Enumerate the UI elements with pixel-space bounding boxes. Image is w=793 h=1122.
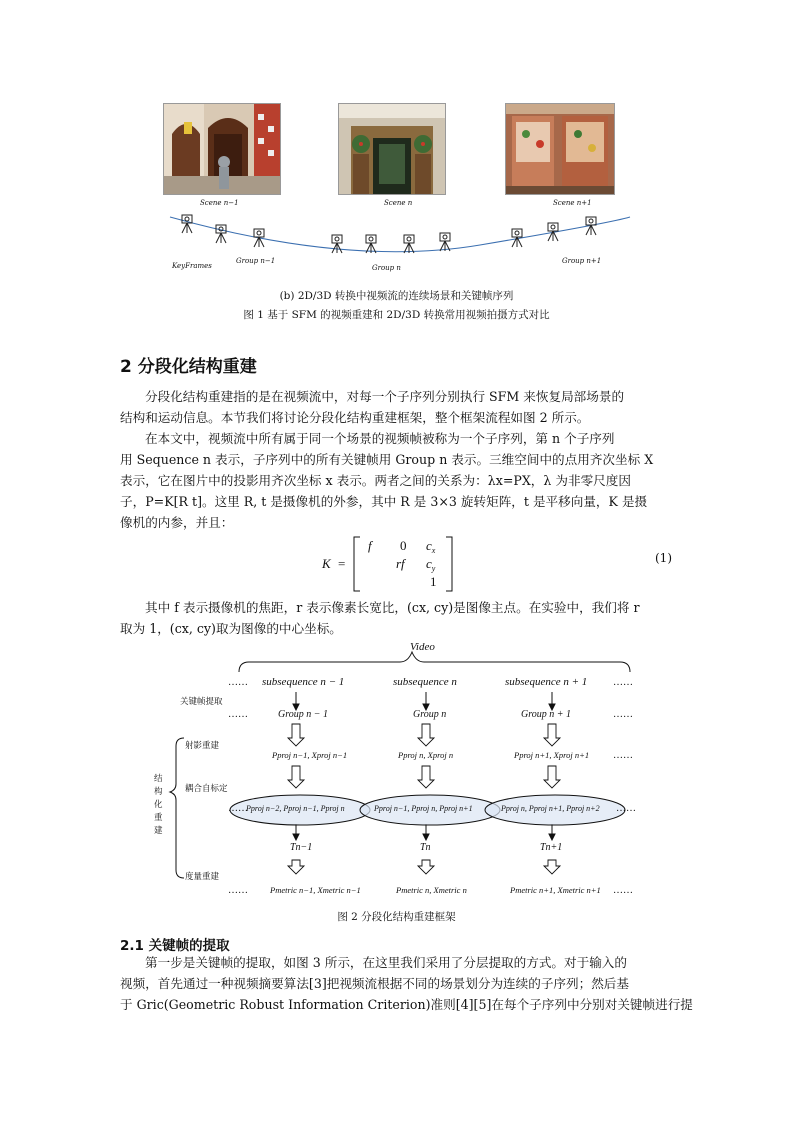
group-label-2: Group n bbox=[413, 709, 447, 720]
bracket-label bbox=[154, 773, 163, 838]
bracket-char: 构 bbox=[154, 787, 163, 797]
ellipsis: …… bbox=[616, 803, 636, 814]
bracket-char: 化 bbox=[154, 800, 163, 810]
text-line: 表示，它在图片中的投影用齐次坐标 x 表示。两者之间的关系为：λx=PX，λ 为非零尺度因 bbox=[120, 473, 631, 488]
section-2-paragraph-2 bbox=[120, 428, 676, 533]
text-line: 于 Gric(Geometric Robust Information Criterion)准则[4][5]在每个子序列中分别对关键帧进行提 bbox=[120, 997, 693, 1012]
bracket-char: 建 bbox=[154, 826, 163, 836]
text-line: 在本文中，视频流中所有属于同一个场景的视频帧被称为一个子序列，第 n 个子序列 bbox=[145, 431, 615, 446]
ellipse-label-1: Pproj n−2, Pproj n−1, Pproj n bbox=[246, 804, 345, 813]
svg-text:cx: $c_x$ bbox=[426, 538, 436, 555]
step-label-metric: 度量重建 bbox=[185, 872, 220, 882]
figure-2-caption: 图 2 分段化结构重建框架 bbox=[337, 911, 456, 923]
metric-label-2: Pmetric n, Xmetric n bbox=[396, 885, 467, 895]
section-2-paragraph-3 bbox=[120, 597, 676, 639]
text-line: 子，P=K[R t]。这里 R, t 是摄像机的外参，其中 R 是 3×3 旋转矩阵，t 是平移向量，K 是摄 bbox=[120, 494, 648, 509]
bracket-char: 重 bbox=[154, 813, 163, 823]
projective-label-1: Pproj n−1, Xproj n−1 bbox=[272, 750, 348, 760]
ellipsis: …… bbox=[228, 803, 248, 814]
group-label-1: Group n−1 bbox=[236, 257, 276, 265]
scene-label-1: Scene n−1 bbox=[200, 199, 239, 207]
keyframes-label: KeyFrames bbox=[172, 262, 212, 270]
text-line: 其中 f 表示摄像机的焦距，r 表示像素长宽比，(cx, cy)是图像主点。在实验中，我们将 r bbox=[145, 600, 640, 615]
ellipsis: …… bbox=[613, 709, 633, 720]
subsequence-label-3: subsequence n + 1 bbox=[505, 676, 588, 688]
group-label-3: Group n + 1 bbox=[521, 709, 571, 720]
svg-text:K: K bbox=[322, 556, 331, 571]
figure-1-caption: 图 1 基于 SFM 的视频重建和 2D/3D 转换常用视频拍摄方式对比 bbox=[243, 309, 550, 321]
scene-photo-1 bbox=[163, 103, 281, 195]
ellipsis: …… bbox=[228, 677, 248, 688]
bracket-char: 结 bbox=[154, 774, 163, 784]
section-2-1-paragraph-1 bbox=[120, 952, 693, 1015]
svg-text:=: = bbox=[338, 556, 346, 571]
section-2-1-heading: 2.1 关键帧的提取 bbox=[120, 938, 230, 954]
scene-label-2: Scene n bbox=[384, 199, 413, 207]
camera-icons bbox=[182, 215, 596, 253]
subsequence-label-1: subsequence n − 1 bbox=[262, 676, 345, 688]
text-line: 视频，首先通过一种视频摘要算法[3]把视频流根据不同的场景划分为连续的子序列；然后基 bbox=[120, 976, 629, 991]
section-2-paragraph-1 bbox=[120, 386, 676, 428]
svg-text:1: 1 bbox=[430, 574, 437, 589]
video-label: Video bbox=[410, 641, 435, 653]
scene-label-3: Scene n+1 bbox=[553, 199, 592, 207]
step-label-projective: 射影重建 bbox=[185, 741, 220, 751]
group-label-1: Group n − 1 bbox=[278, 709, 328, 720]
text-line: 像机的内参，并且： bbox=[120, 515, 234, 530]
ellipsis: …… bbox=[613, 885, 633, 896]
step-label-keyframe: 关键帧提取 bbox=[180, 697, 223, 707]
ellipsis: …… bbox=[228, 709, 248, 720]
step-label-self-calibration: 耦合自标定 bbox=[185, 784, 228, 794]
text-line: 结构和运动信息。本节我们将讨论分段化结构重建框架，整个框架流程如图 2 所示。 bbox=[120, 410, 590, 425]
scene-photo-2 bbox=[338, 103, 446, 195]
figure-1-subcaption: (b) 2D/3D 转换中视频流的连续场景和关键帧序列 bbox=[279, 290, 514, 302]
ellipsis: …… bbox=[613, 677, 633, 688]
transform-label-1: Tn−1 bbox=[290, 842, 313, 853]
text-line: 第一步是关键帧的提取，如图 3 所示，在这里我们采用了分层提取的方式。对于输入的 bbox=[145, 955, 627, 970]
svg-text:rf: rf bbox=[396, 556, 405, 571]
section-2-heading: 2 分段化结构重建 bbox=[120, 357, 257, 377]
projective-label-3: Pproj n+1, Xproj n+1 bbox=[514, 750, 590, 760]
svg-text:cy: $c_y$ bbox=[426, 556, 436, 573]
text-line: 取为 1，(cx, cy)取为图像的中心坐标。 bbox=[120, 621, 342, 636]
equation-number: (1) bbox=[655, 551, 672, 565]
ellipse-label-3: Pproj n, Pproj n+1, Pproj n+2 bbox=[501, 804, 600, 813]
metric-label-3: Pmetric n+1, Xmetric n+1 bbox=[510, 885, 601, 895]
equation-1 bbox=[320, 533, 460, 595]
svg-text:f: f bbox=[368, 538, 372, 553]
scene-photo-3 bbox=[505, 103, 615, 195]
projective-label-2: Pproj n, Xproj n bbox=[398, 750, 454, 760]
ellipsis: …… bbox=[228, 885, 248, 896]
group-label-2: Group n bbox=[372, 264, 401, 272]
text-line: 用 Sequence n 表示，子序列中的所有关键帧用 Group n 表示。三维空间中的点用齐次坐标 X bbox=[120, 452, 654, 467]
transform-label-2: Tn bbox=[420, 842, 431, 853]
ellipse-label-2: Pproj n−1, Pproj n, Pproj n+1 bbox=[374, 804, 473, 813]
text-line: 分段化结构重建指的是在视频流中，对每一个子序列分别执行 SFM 来恢复局部场景的 bbox=[145, 389, 625, 404]
metric-label-1: Pmetric n−1, Xmetric n−1 bbox=[270, 885, 361, 895]
transform-label-3: Tn+1 bbox=[540, 842, 563, 853]
group-label-3: Group n+1 bbox=[562, 257, 602, 265]
ellipsis: …… bbox=[613, 750, 633, 761]
subsequence-label-2: subsequence n bbox=[393, 676, 457, 688]
svg-text:0: 0 bbox=[400, 538, 407, 553]
